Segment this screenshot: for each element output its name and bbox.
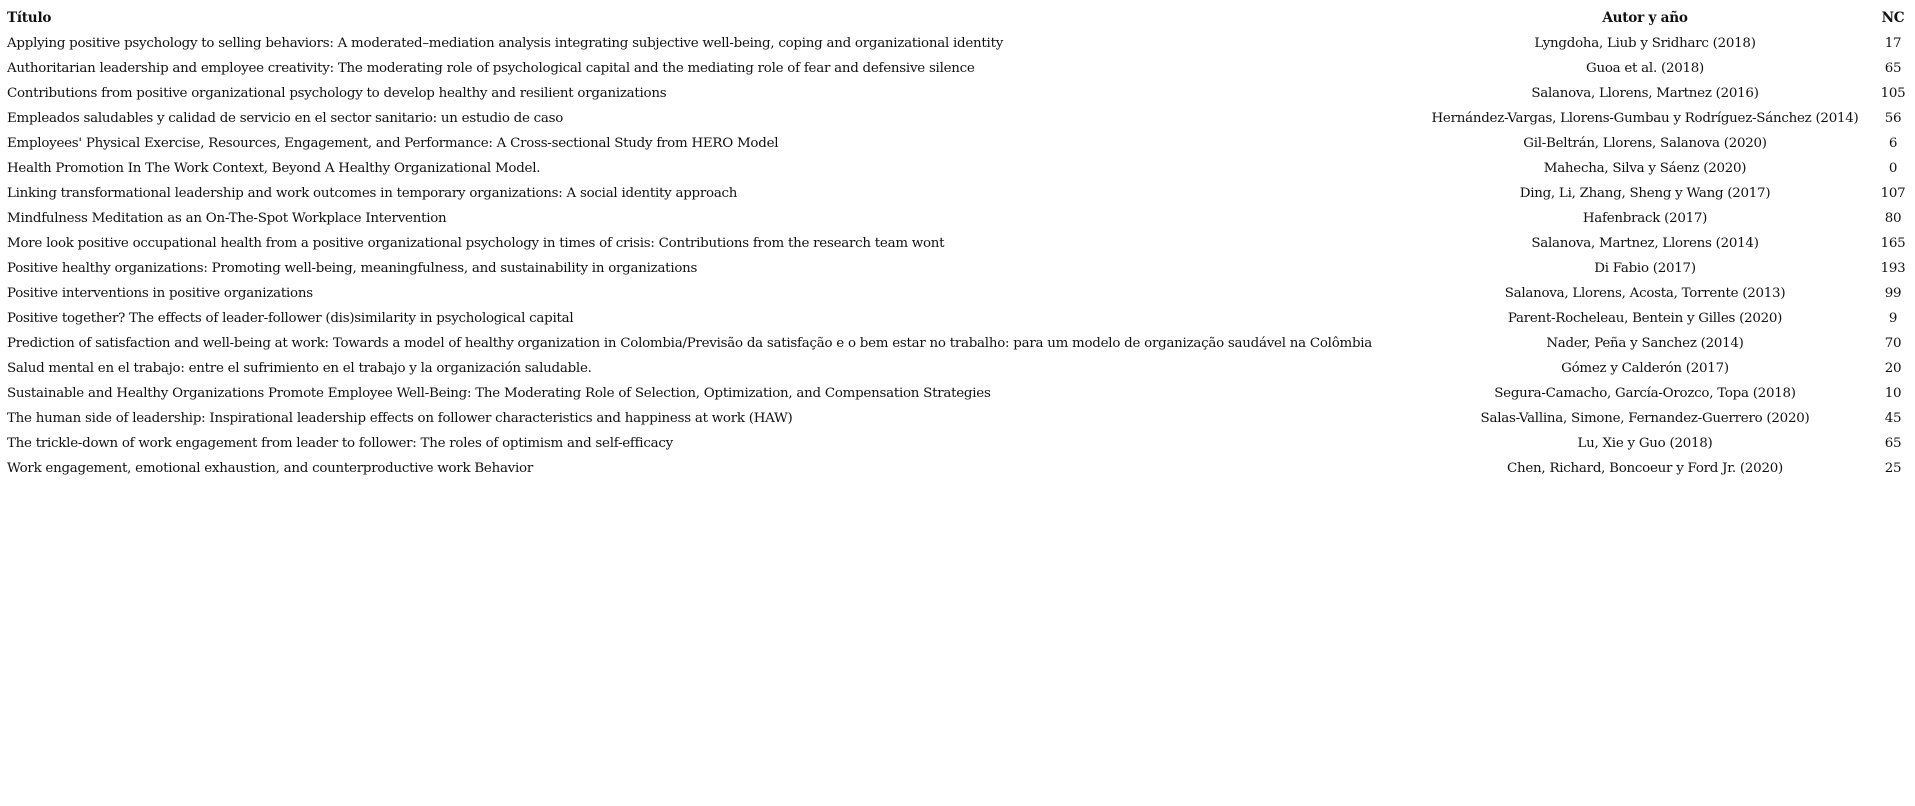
cell-nc: 20 [1884, 361, 1902, 376]
cell-title: Mindfulness Meditation as an On-The-Spot Workplace Intervention [7, 211, 447, 226]
cell-nc: 105 [1880, 86, 1906, 101]
cell-title: Work engagement, emotional exhaustion, and counterproductive work Behavior [7, 461, 533, 476]
cell-author: Gómez y Calderón (2017) [1561, 361, 1729, 376]
cell-author: Hafenbrack (2017) [1582, 211, 1708, 226]
cell-nc: 10 [1884, 386, 1902, 401]
cell-title: The human side of leadership: Inspirational leadership effects on follower characteristics and happiness at work (HAW) [7, 411, 793, 426]
table-row [4, 56, 1910, 81]
table-row [4, 81, 1910, 106]
cell-title: Sustainable and Healthy Organizations Promote Employee Well-Being: The Moderating Role of Selection, Optimization, and Compensation Strategies [7, 386, 991, 401]
table-row [4, 431, 1910, 456]
cell-author: Nader, Peña y Sanchez (2014) [1546, 336, 1744, 351]
table-row [4, 306, 1910, 331]
cell-nc: 65 [1884, 61, 1902, 76]
cell-nc: 99 [1884, 286, 1902, 301]
cell-author: Chen, Richard, Boncoeur y Ford Jr. (2020) [1507, 461, 1783, 476]
cell-author: Lu, Xie y Guo (2018) [1577, 436, 1713, 451]
cell-title: Prediction of satisfaction and well-being at work: Towards a model of healthy organization in Colombia/Previsão da satisfação e o bem estar no trabalho: para um modelo de organização saudável na Colômbia [7, 336, 1373, 351]
table-header [4, 6, 1910, 31]
cell-author: Lyngdoha, Liub y Sridharc (2018) [1534, 36, 1756, 51]
table-row [4, 356, 1910, 381]
column-header-nc: NC [1881, 10, 1905, 26]
cell-author: Salanova, Llorens, Martnez (2016) [1531, 86, 1759, 101]
cell-author: Ding, Li, Zhang, Sheng y Wang (2017) [1519, 186, 1771, 201]
cell-nc: 17 [1884, 36, 1902, 51]
table-row [4, 331, 1910, 356]
cell-title: Contributions from positive organizational psychology to develop healthy and resilient organizations [7, 86, 667, 101]
cell-nc: 0 [1888, 161, 1898, 176]
literature-table-container [4, 6, 1910, 481]
table-body [4, 31, 1910, 481]
cell-author: Di Fabio (2017) [1594, 261, 1696, 276]
cell-author: Gil-Beltrán, Llorens, Salanova (2020) [1523, 136, 1767, 151]
table-row [4, 256, 1910, 281]
table-row [4, 181, 1910, 206]
cell-nc: 45 [1884, 411, 1902, 426]
cell-title: The trickle-down of work engagement from leader to follower: The roles of optimism and self-efficacy [7, 436, 673, 451]
cell-nc: 25 [1884, 461, 1902, 476]
cell-nc: 70 [1884, 336, 1902, 351]
cell-nc: 56 [1884, 111, 1902, 126]
cell-nc: 9 [1888, 311, 1898, 326]
table-row [4, 456, 1910, 481]
cell-title: More look positive occupational health from a positive organizational psychology in times of crisis: Contributions from the research team wont [7, 236, 945, 251]
cell-author: Segura-Camacho, García-Orozco, Topa (2018) [1494, 386, 1796, 401]
table-row [4, 106, 1910, 131]
cell-title: Health Promotion In The Work Context, Beyond A Healthy Organizational Model. [7, 161, 541, 176]
table-row [4, 406, 1910, 431]
cell-nc: 80 [1884, 211, 1902, 226]
cell-nc: 65 [1884, 436, 1902, 451]
literature-table [4, 6, 1910, 481]
cell-nc: 107 [1880, 186, 1906, 201]
cell-title: Linking transformational leadership and work outcomes in temporary organizations: A social identity approach [7, 186, 738, 201]
cell-title: Positive interventions in positive organizations [7, 286, 313, 301]
table-row [4, 131, 1910, 156]
table-row [4, 381, 1910, 406]
cell-author: Parent-Rocheleau, Bentein y Gilles (2020) [1507, 311, 1783, 326]
cell-title: Employees' Physical Exercise, Resources, Engagement, and Performance: A Cross-sectional Study from HERO Model [7, 136, 779, 151]
table-row [4, 31, 1910, 56]
column-header-title: Título [7, 10, 52, 26]
cell-author: Mahecha, Silva y Sáenz (2020) [1543, 161, 1747, 176]
cell-author: Guoa et al. (2018) [1586, 61, 1704, 76]
cell-title: Salud mental en el trabajo: entre el sufrimiento en el trabajo y la organización saludable. [7, 361, 592, 376]
table-row [4, 231, 1910, 256]
cell-nc: 165 [1880, 236, 1906, 251]
cell-author: Salanova, Llorens, Acosta, Torrente (2013) [1504, 286, 1786, 301]
cell-author: Salas-Vallina, Simone, Fernandez-Guerrero (2020) [1480, 411, 1810, 426]
cell-title: Authoritarian leadership and employee creativity: The moderating role of psychological capital and the mediating role of fear and defensive silence [7, 61, 975, 76]
cell-author: Hernández-Vargas, Llorens-Gumbau y Rodríguez-Sánchez (2014) [1431, 111, 1859, 126]
cell-title: Applying positive psychology to selling behaviors: A moderated–mediation analysis integrating subjective well-being, coping and organizational identity [7, 36, 1004, 51]
cell-nc: 193 [1880, 261, 1906, 276]
cell-title: Positive healthy organizations: Promoting well-being, meaningfulness, and sustainability in organizations [7, 261, 698, 276]
table-row [4, 156, 1910, 181]
cell-title: Positive together? The effects of leader-follower (dis)similarity in psychological capital [7, 311, 574, 326]
cell-title: Empleados saludables y calidad de servicio en el sector sanitario: un estudio de caso [7, 111, 564, 126]
table-row [4, 281, 1910, 306]
cell-author: Salanova, Martnez, Llorens (2014) [1531, 236, 1759, 251]
cell-nc: 6 [1888, 136, 1898, 151]
table-row [4, 206, 1910, 231]
column-header-author: Autor y año [1602, 10, 1688, 26]
header-row [4, 6, 1910, 31]
